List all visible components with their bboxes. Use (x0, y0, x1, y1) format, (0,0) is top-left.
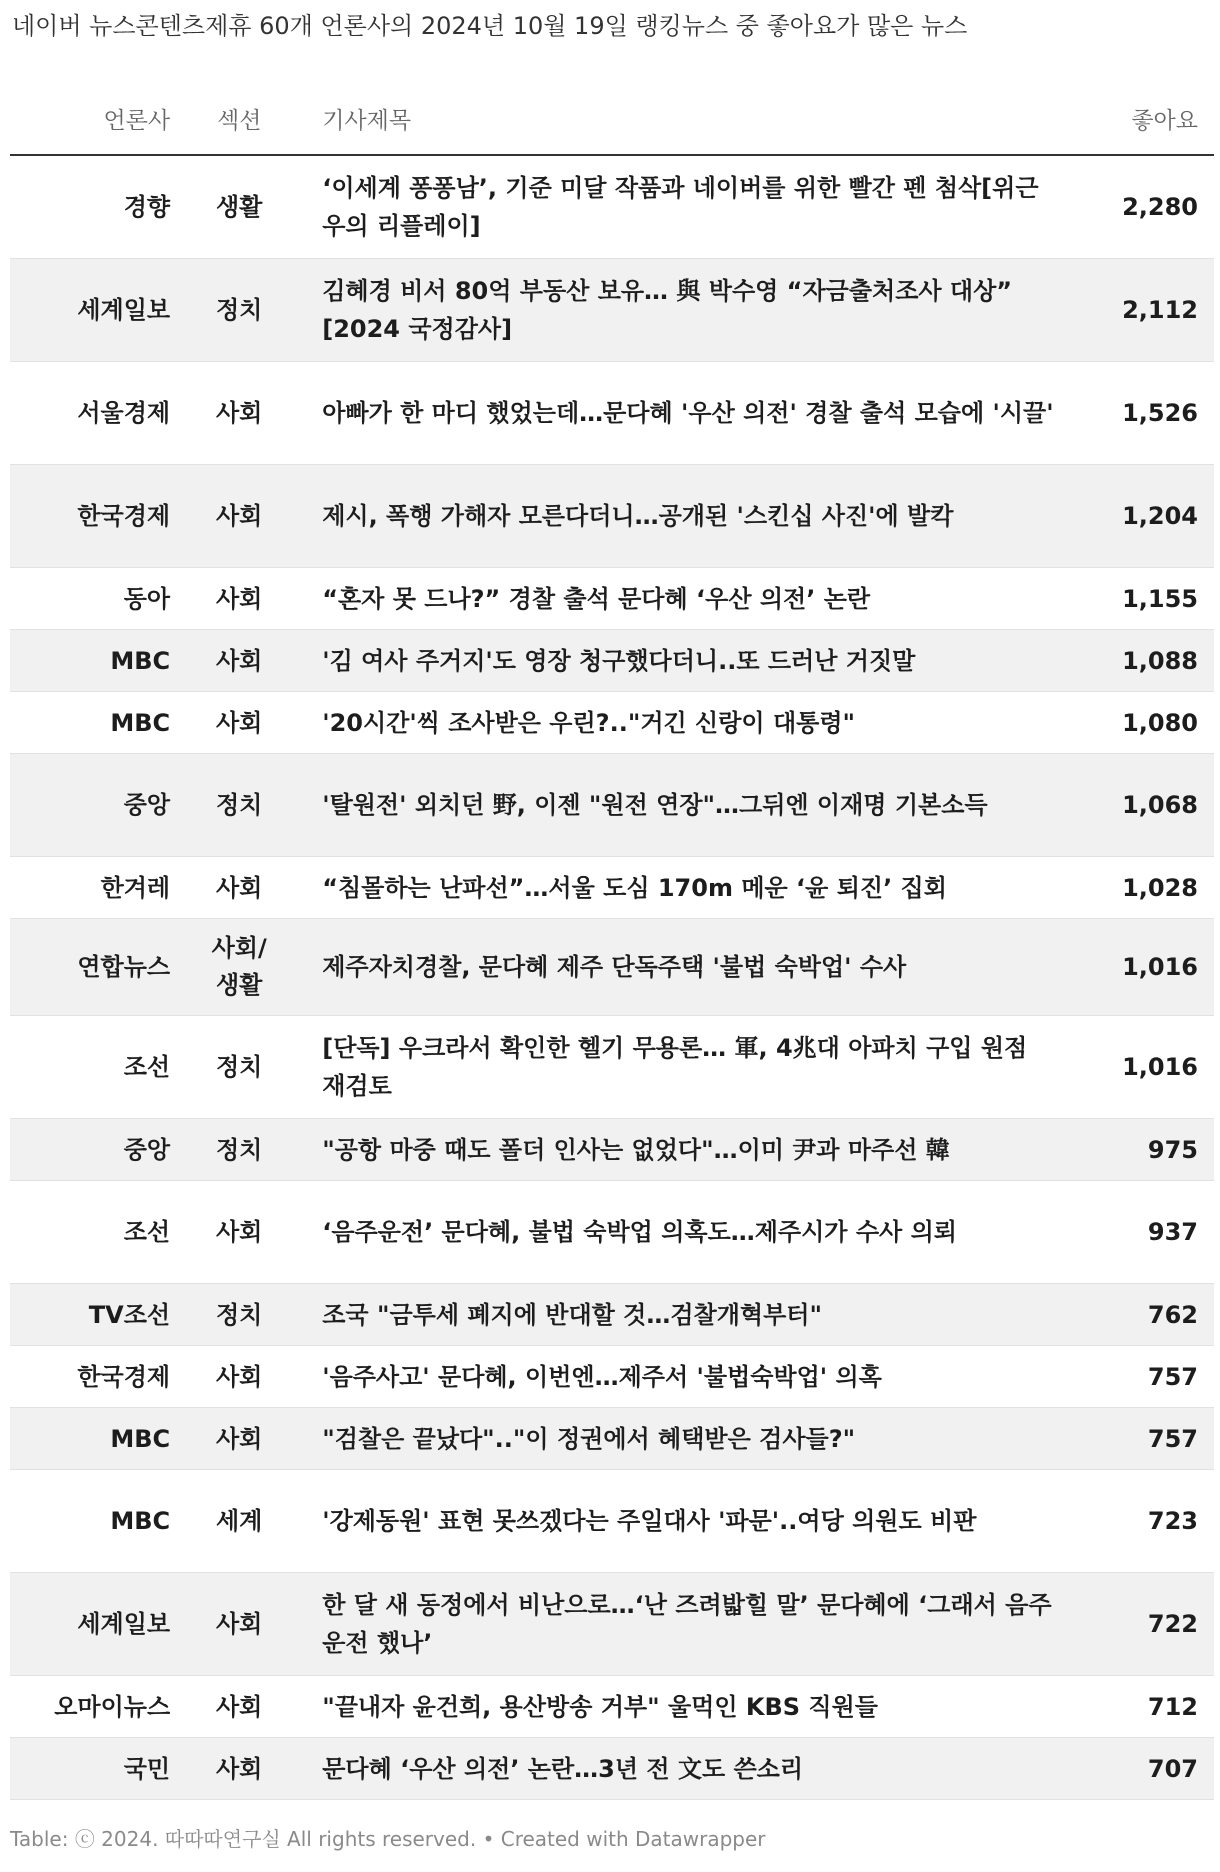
section-label: 사회 (215, 502, 263, 530)
publisher-cell: 오마이뉴스 (10, 1676, 178, 1738)
section-label: 사회 (215, 1754, 263, 1783)
likes-cell: 762 (1058, 1284, 1214, 1346)
headline-cell: '탈원전' 외치던 野, 이젠 "원전 연장"…그뒤엔 이재명 기본소득 (300, 754, 1058, 857)
table-row (10, 259, 1214, 362)
headline-cell: [단독] 우크라서 확인한 헬기 무용론… 軍, 4兆대 아파치 구입 원점 재검토 (300, 1016, 1058, 1119)
section-label: 사회 (215, 1218, 263, 1246)
headline-cell: 한 달 새 동정에서 비난으로…‘난 즈려밟힐 말’ 문다혜에 ‘그래서 음주운전 했나’ (300, 1573, 1058, 1676)
headline-cell: 김혜경 비서 80억 부동산 보유… 與 박수영 “자금출처조사 대상” [2024 국정감사] (300, 259, 1058, 362)
publisher-cell: 조선 (10, 1181, 178, 1284)
likes-cell: 722 (1058, 1573, 1214, 1676)
publisher-cell: 한국경제 (10, 465, 178, 568)
publisher-cell: MBC (10, 692, 178, 754)
column-header-publisher[interactable]: 언론사 (10, 82, 178, 155)
headline-cell: "끝내자 윤건희, 용산방송 거부" 울먹인 KBS 직원들 (300, 1676, 1058, 1738)
headline-cell: ‘음주운전’ 문다혜, 불법 숙박업 의혹도…제주시가 수사 의뢰 (300, 1181, 1058, 1284)
section-label: 사회 (215, 873, 263, 902)
publisher-cell: 세계일보 (10, 1573, 178, 1676)
table-body (10, 155, 1214, 1800)
section-cell (178, 1676, 300, 1738)
likes-cell: 1,080 (1058, 692, 1214, 754)
table-header-row (10, 82, 1214, 155)
section-label: 정치 (215, 1300, 263, 1329)
section-cell (178, 362, 300, 465)
table-row (10, 692, 1214, 754)
section-cell (178, 568, 300, 630)
page-title: 네이버 뉴스콘텐츠제휴 60개 언론사의 2024년 10월 19일 랭킹뉴스 중 좋아요가 많은 뉴스 (12, 12, 968, 40)
table-row (10, 630, 1214, 692)
likes-cell: 1,068 (1058, 754, 1214, 857)
headline-cell: '20시간'씩 조사받은 우린?.."거긴 신랑이 대통령" (300, 692, 1058, 754)
table-row (10, 1181, 1214, 1284)
section-label: 세계 (215, 1507, 263, 1535)
section-cell (178, 465, 300, 568)
publisher-cell: 경향 (10, 155, 178, 259)
section-cell (178, 692, 300, 754)
table-row (10, 1676, 1214, 1738)
likes-cell: 2,112 (1058, 259, 1214, 362)
section-label: 생활 (215, 193, 263, 221)
section-cell (178, 1346, 300, 1408)
section-cell (178, 1738, 300, 1800)
likes-cell: 1,088 (1058, 630, 1214, 692)
likes-cell: 757 (1058, 1346, 1214, 1408)
publisher-cell: 한겨레 (10, 857, 178, 919)
likes-cell: 1,016 (1058, 919, 1214, 1016)
likes-cell: 975 (1058, 1119, 1214, 1181)
publisher-cell: 중앙 (10, 754, 178, 857)
publisher-cell: 중앙 (10, 1119, 178, 1181)
section-cell (178, 1408, 300, 1470)
section-label: 사회/생활 (211, 934, 267, 999)
likes-cell: 723 (1058, 1470, 1214, 1573)
section-label: 정치 (215, 1135, 263, 1164)
section-label: 정치 (215, 791, 263, 819)
section-cell (178, 919, 300, 1016)
section-cell (178, 1181, 300, 1284)
likes-cell: 707 (1058, 1738, 1214, 1800)
publisher-cell: 세계일보 (10, 259, 178, 362)
section-label: 사회 (215, 1424, 263, 1453)
likes-cell: 757 (1058, 1408, 1214, 1470)
likes-cell: 1,526 (1058, 362, 1214, 465)
likes-cell: 712 (1058, 1676, 1214, 1738)
publisher-cell: 조선 (10, 1016, 178, 1119)
section-cell (178, 754, 300, 857)
publisher-cell: 한국경제 (10, 1346, 178, 1408)
column-header-likes[interactable]: 좋아요 (1058, 82, 1214, 155)
table-footer-credit: Table: ⓒ 2024. 따따따연구실 All rights reserved. • Created with Datawrapper (10, 1827, 766, 1851)
headline-cell: "검찰은 끝났다".."이 정권에서 혜택받은 검사들?" (300, 1408, 1058, 1470)
table-row (10, 857, 1214, 919)
headline-cell: “혼자 못 드나?” 경찰 출석 문다혜 ‘우산 의전’ 논란 (300, 568, 1058, 630)
section-label: 사회 (215, 708, 263, 737)
likes-cell: 1,028 (1058, 857, 1214, 919)
table-row (10, 155, 1214, 259)
headline-cell: ‘이세계 퐁퐁남’, 기준 미달 작품과 네이버를 위한 빨간 펜 첨삭[위근우의 리플레이] (300, 155, 1058, 259)
section-cell (178, 155, 300, 259)
section-label: 사회 (215, 1692, 263, 1721)
column-header-headline[interactable]: 기사제목 (300, 82, 1058, 155)
section-label: 사회 (215, 399, 263, 427)
publisher-cell: 연합뉴스 (10, 919, 178, 1016)
headline-cell: 조국 "금투세 폐지에 반대할 것…검찰개혁부터" (300, 1284, 1058, 1346)
table-row (10, 1119, 1214, 1181)
likes-cell: 1,016 (1058, 1016, 1214, 1119)
section-label: 사회 (215, 1610, 263, 1638)
likes-cell: 2,280 (1058, 155, 1214, 259)
section-cell (178, 1470, 300, 1573)
table-row (10, 754, 1214, 857)
table-row (10, 1408, 1214, 1470)
headline-cell: '강제동원' 표현 못쓰겠다는 주일대사 '파문'..여당 의원도 비판 (300, 1470, 1058, 1573)
table-row (10, 568, 1214, 630)
section-cell (178, 1573, 300, 1676)
publisher-cell: 국민 (10, 1738, 178, 1800)
section-cell (178, 1016, 300, 1119)
table-row (10, 919, 1214, 1016)
publisher-cell: MBC (10, 630, 178, 692)
section-cell (178, 630, 300, 692)
table-row (10, 1346, 1214, 1408)
section-cell (178, 857, 300, 919)
table-row (10, 1016, 1214, 1119)
headline-cell: 제시, 폭행 가해자 모른다더니…공개된 '스킨십 사진'에 발칵 (300, 465, 1058, 568)
publisher-cell: MBC (10, 1408, 178, 1470)
headline-cell: '김 여사 주거지'도 영장 청구했다더니..또 드러난 거짓말 (300, 630, 1058, 692)
publisher-cell: MBC (10, 1470, 178, 1573)
likes-cell: 1,155 (1058, 568, 1214, 630)
headline-cell: “침몰하는 난파선”…서울 도심 170m 메운 ‘윤 퇴진’ 집회 (300, 857, 1058, 919)
headline-cell: '음주사고' 문다혜, 이번엔…제주서 '불법숙박업' 의혹 (300, 1346, 1058, 1408)
section-cell (178, 1119, 300, 1181)
headline-cell: 문다혜 ‘우산 의전’ 논란…3년 전 文도 쓴소리 (300, 1738, 1058, 1800)
section-label: 정치 (215, 1053, 263, 1081)
table-row (10, 1738, 1214, 1800)
section-cell (178, 259, 300, 362)
table-row (10, 465, 1214, 568)
ranking-table (10, 82, 1214, 1800)
headline-cell: "공항 마중 때도 폴더 인사는 없었다"…이미 尹과 마주선 韓 (300, 1119, 1058, 1181)
section-label: 정치 (215, 296, 263, 324)
section-cell (178, 1284, 300, 1346)
likes-cell: 1,204 (1058, 465, 1214, 568)
section-label: 사회 (215, 646, 263, 675)
section-label: 사회 (215, 584, 263, 613)
table-row (10, 1573, 1214, 1676)
table-row (10, 1284, 1214, 1346)
publisher-cell: 동아 (10, 568, 178, 630)
table-row (10, 1470, 1214, 1573)
headline-cell: 제주자치경찰, 문다혜 제주 단독주택 '불법 숙박업' 수사 (300, 919, 1058, 1016)
publisher-cell: 서울경제 (10, 362, 178, 465)
headline-cell: 아빠가 한 마디 했었는데…문다혜 '우산 의전' 경찰 출석 모습에 '시끌' (300, 362, 1058, 465)
table-row (10, 362, 1214, 465)
publisher-cell: TV조선 (10, 1284, 178, 1346)
column-header-section[interactable]: 섹션 (178, 82, 300, 155)
section-label: 사회 (215, 1362, 263, 1391)
likes-cell: 937 (1058, 1181, 1214, 1284)
